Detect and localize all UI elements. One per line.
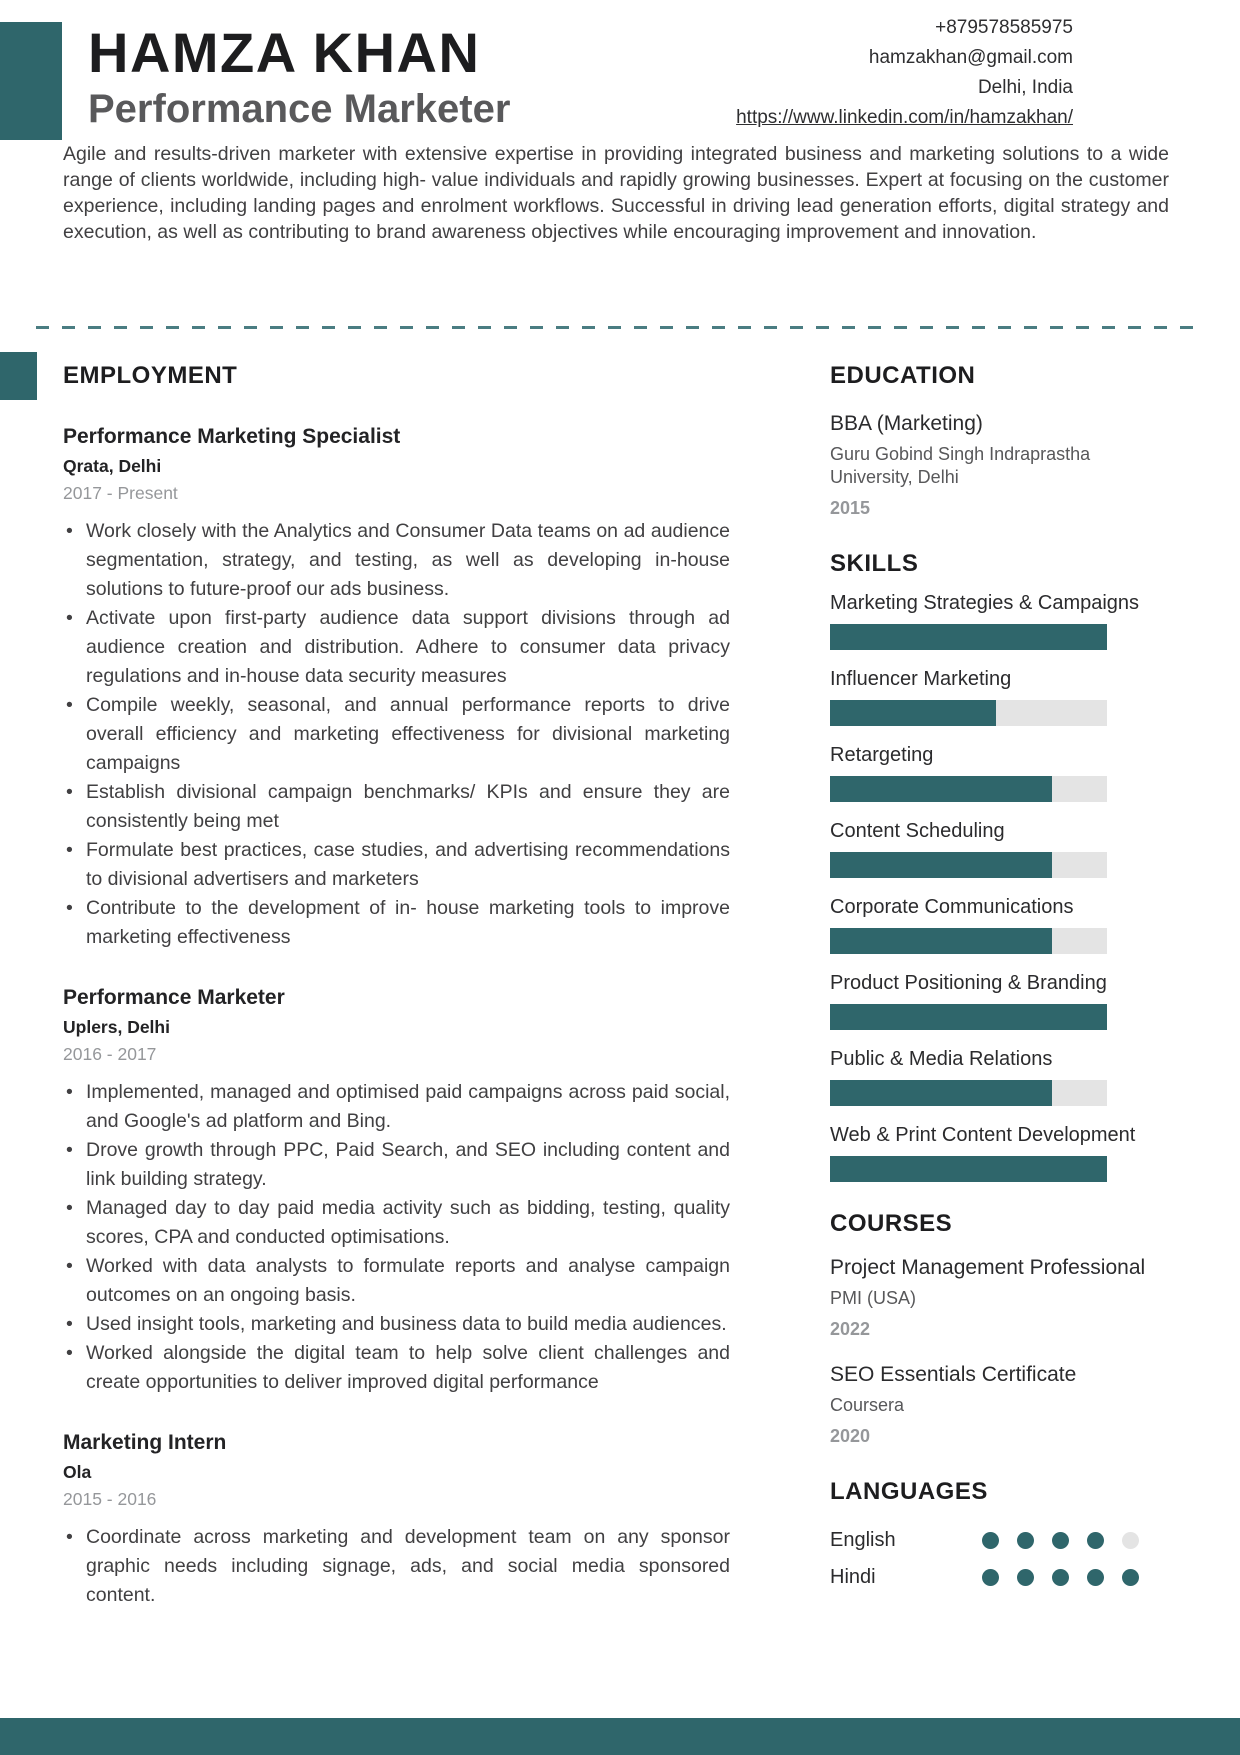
skill-bar-fill	[830, 1004, 1107, 1030]
skill-item	[830, 971, 1175, 1030]
bullet-item: • Coordinate across marketing and development team on any sponsor graphic needs including signage, ads, and social media sponsored content.	[63, 1523, 730, 1610]
language-dots	[982, 1569, 1139, 1586]
skill-bar-track	[830, 1080, 1107, 1106]
skill-bar-track	[830, 1004, 1107, 1030]
language-dot	[982, 1569, 999, 1586]
job-company: Ola	[63, 1462, 92, 1482]
job-bullet-list	[63, 517, 730, 952]
skill-bar-fill	[830, 624, 1107, 650]
section-heading-employment: EMPLOYMENT	[63, 362, 238, 389]
education-school: Guru Gobind Singh Indraprastha University, Delhi	[830, 444, 1091, 487]
skill-bar-track	[830, 776, 1107, 802]
skill-item	[830, 1047, 1175, 1106]
skill-bar-track	[830, 624, 1107, 650]
employment-accent-square	[0, 352, 37, 400]
job-title: Performance Marketer	[63, 986, 285, 1009]
skill-bar-track	[830, 852, 1107, 878]
skill-label: Web & Print Content Development	[830, 1124, 1136, 1146]
course-item	[830, 1363, 1175, 1447]
page-title: Performance Marketer	[88, 87, 511, 131]
bullet-item: • Formulate best practices, case studies, and advertising recommendations to divisional advertisers and marketers	[63, 836, 730, 894]
section-heading-education: EDUCATION	[830, 362, 976, 389]
skill-bar-fill	[830, 1080, 1052, 1106]
job-dates: 2015 - 2016	[63, 1489, 157, 1509]
language-dot	[1087, 1569, 1104, 1586]
course-name: SEO Essentials Certificate	[830, 1363, 1077, 1386]
course-org: Coursera	[830, 1395, 905, 1415]
course-year: 2020	[830, 1426, 871, 1446]
skill-item	[830, 667, 1175, 726]
skill-item	[830, 1123, 1175, 1182]
contact-location: Delhi, India	[977, 77, 1073, 98]
language-item	[830, 1529, 1175, 1551]
skill-label: Corporate Communications	[830, 896, 1074, 918]
skill-bar-fill	[830, 776, 1052, 802]
education-section	[830, 352, 1175, 519]
bullet-item: • Compile weekly, seasonal, and annual performance reports to drive overall efficiency and marketing effectiveness for divisional marketing campaigns	[63, 691, 730, 778]
job-dates: 2017 - Present	[63, 483, 178, 503]
job-entry	[63, 425, 730, 952]
language-dot	[982, 1532, 999, 1549]
language-dot	[1122, 1532, 1139, 1549]
skill-bar-fill	[830, 700, 996, 726]
section-divider	[36, 326, 1204, 329]
course-item	[830, 1256, 1175, 1340]
skill-bar-track	[830, 700, 1107, 726]
skill-item	[830, 895, 1175, 954]
bullet-item: • Used insight tools, marketing and business data to build media audiences.	[63, 1310, 730, 1339]
job-title: Performance Marketing Specialist	[63, 425, 401, 448]
bullet-item: • Worked alongside the digital team to help solve client challenges and create opportunities to deliver improved digital performance	[63, 1339, 730, 1397]
section-heading-languages: LANGUAGES	[830, 1478, 988, 1505]
skill-label: Public & Media Relations	[830, 1048, 1053, 1070]
languages-section	[830, 1479, 1175, 1588]
language-dot	[1052, 1569, 1069, 1586]
contact-email: hamzakhan@gmail.com	[868, 47, 1073, 68]
job-entry	[63, 1431, 730, 1610]
section-heading-skills: SKILLS	[830, 550, 919, 577]
skill-bar-fill	[830, 1156, 1107, 1182]
bullet-item: • Work closely with the Analytics and Consumer Data teams on ad audience segmentation, strategy, and testing, as well as developing in-house solutions to future-proof our ads business.	[63, 517, 730, 604]
skills-section	[830, 551, 1175, 1182]
education-degree: BBA (Marketing)	[830, 412, 983, 435]
language-item	[830, 1566, 1175, 1588]
footer-accent-bar	[0, 1718, 1240, 1755]
courses-section	[830, 1211, 1175, 1447]
bullet-item: • Managed day to day paid media activity such as bidding, testing, quality scores, CPA and conducted optimisations.	[63, 1194, 730, 1252]
skill-label: Retargeting	[830, 744, 934, 766]
sidebar-column	[830, 352, 1175, 1588]
language-dot	[1122, 1569, 1139, 1586]
skill-bar-track	[830, 1156, 1107, 1182]
course-name: Project Management Professional	[830, 1256, 1146, 1279]
job-company: Qrata, Delhi	[63, 456, 162, 476]
skill-item	[830, 591, 1175, 650]
job-entry	[63, 986, 730, 1397]
job-title: Marketing Intern	[63, 1431, 227, 1454]
skill-label: Influencer Marketing	[830, 668, 1012, 690]
course-year: 2022	[830, 1319, 871, 1339]
skill-label: Product Positioning & Branding	[830, 972, 1107, 994]
skill-bar-fill	[830, 852, 1052, 878]
employment-section	[63, 352, 730, 1610]
job-dates: 2016 - 2017	[63, 1044, 157, 1064]
section-heading-courses: COURSES	[830, 1210, 953, 1237]
skill-label: Marketing Strategies & Campaigns	[830, 592, 1140, 614]
bullet-item: • Establish divisional campaign benchmarks/ KPIs and ensure they are consistently being met	[63, 778, 730, 836]
language-dots	[982, 1532, 1139, 1549]
page-name: HAMZA KHAN	[88, 21, 481, 84]
contact-phone: +879578585975	[935, 17, 1073, 38]
language-dot	[1017, 1569, 1034, 1586]
bullet-item: • Activate upon first-party audience data support divisions through ad audience creation and distribution. Adhere to consumer data privacy regulations and in-house data security measures	[63, 604, 730, 691]
skill-bar-track	[830, 928, 1107, 954]
header-accent-block	[0, 22, 62, 140]
summary-text: Agile and results-driven marketer with extensive expertise in providing integrated business and marketing solutions to a wide range of clients worldwide, including high- value individuals and rapidly growing businesses. Expert at focusing on the customer experience, including landing pages and enrolment workflows. Successful in driving lead generation efforts, digital strategy and execution, as well as contributing to brand awareness objectives while encouraging improvement and innovation.	[63, 143, 1169, 243]
contact-website-link[interactable]: https://www.linkedin.com/in/hamzakhan/	[736, 107, 1073, 128]
language-dot	[1087, 1532, 1104, 1549]
language-name: Hindi	[830, 1565, 876, 1588]
contact-block	[736, 13, 1073, 133]
language-name: English	[830, 1528, 896, 1551]
language-dot	[1052, 1532, 1069, 1549]
skill-item	[830, 819, 1175, 878]
bullet-item: • Implemented, managed and optimised paid campaigns across paid social, and Google's ad platform and Bing.	[63, 1078, 730, 1136]
education-year: 2015	[830, 498, 871, 518]
bullet-item: • Worked with data analysts to formulate reports and analyse campaign outcomes on an ongoing basis.	[63, 1252, 730, 1310]
skill-item	[830, 743, 1175, 802]
course-org: PMI (USA)	[830, 1288, 917, 1308]
skill-bar-fill	[830, 928, 1052, 954]
job-bullet-list	[63, 1523, 730, 1610]
language-dot	[1017, 1532, 1034, 1549]
job-company: Uplers, Delhi	[63, 1017, 170, 1037]
bullet-item: • Contribute to the development of in- house marketing tools to improve marketing effectiveness	[63, 894, 730, 952]
job-bullet-list	[63, 1078, 730, 1397]
bullet-item: • Drove growth through PPC, Paid Search, and SEO including content and link building strategy.	[63, 1136, 730, 1194]
skill-label: Content Scheduling	[830, 820, 1005, 842]
